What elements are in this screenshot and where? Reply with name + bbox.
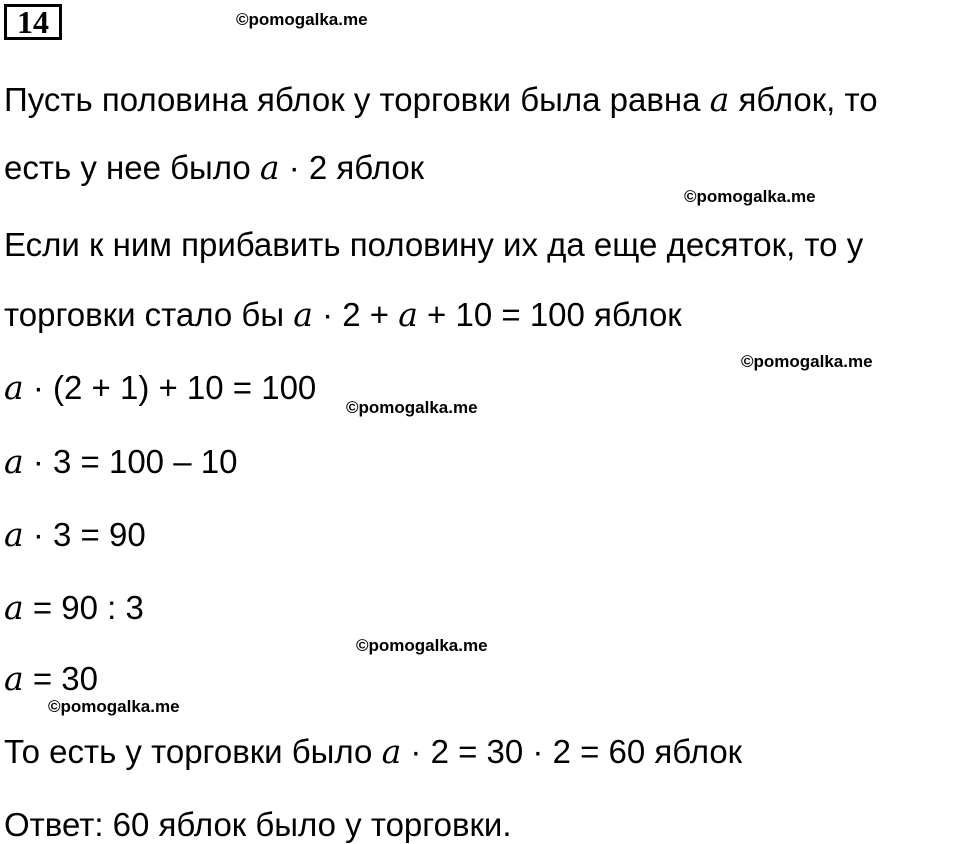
equation-line-3: a · 3 = 90 [4,515,146,554]
variable-a: a [293,295,313,334]
equation-line-1: a · (2 + 1) + 10 = 100 [4,368,317,407]
solution-line-1: Пусть половина яблок у торговки была равна a яблок, то [4,80,878,119]
answer-line: Ответ: 60 яблок было у торговки. [4,806,512,843]
watermark: ©pomogalka.me [684,187,816,206]
equation-line-4: a = 90 : 3 [4,588,144,627]
variable-a: a [4,588,24,627]
variable-a: a [381,732,402,771]
variable-a: a [259,148,280,187]
variable-a: a [4,659,24,698]
solution-line-3: Если к ним прибавить половину их да еще десяток, то у [4,226,864,263]
variable-a: a [4,442,24,481]
equation-line-5: a = 30 [4,659,99,698]
watermark: ©pomogalka.me [236,10,368,29]
equation-line-2: a · 3 = 100 – 10 [4,442,238,481]
variable-a: a [4,515,24,554]
variable-a: a [398,295,418,334]
conclusion-line: То есть у торговки было a · 2 = 30 · 2 = 60 яблок [4,732,743,771]
watermark: ©pomogalka.me [356,636,488,655]
solution-line-4: торговки стало бы a · 2 + a + 10 = 100 яблок [4,295,682,334]
variable-a: a [4,368,24,407]
problem-number: 14 [4,4,62,40]
watermark: ©pomogalka.me [346,398,478,417]
watermark: ©pomogalka.me [741,352,873,371]
variable-a: a [709,80,730,119]
solution-line-2: есть у нее было a · 2 яблок [4,148,425,187]
watermark: ©pomogalka.me [48,697,180,716]
